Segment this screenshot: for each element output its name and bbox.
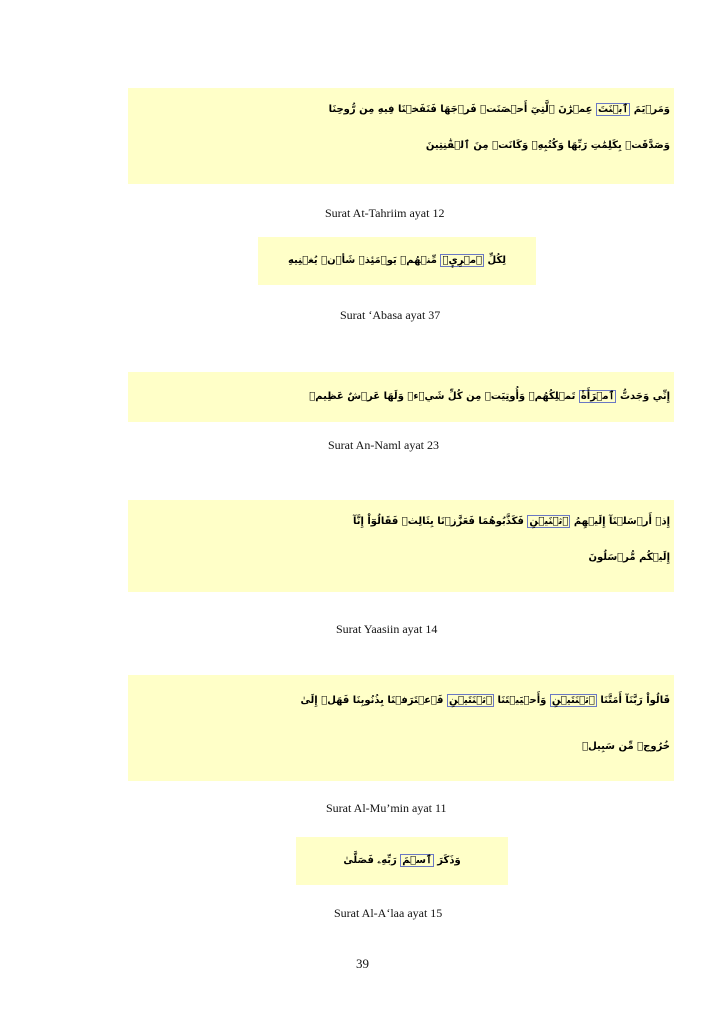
verse-line <box>128 729 674 765</box>
verse-block-mumin-11 <box>128 675 674 781</box>
verse-text: وَمَرۡيَمَ <box>630 104 670 115</box>
verse-text: وَأَحۡيَيۡتَنَا <box>493 695 550 706</box>
verse-block-naml-23 <box>128 372 674 422</box>
surah-caption: Surat Al-Mu’min ayat 11 <box>326 801 447 815</box>
verse-line <box>128 683 674 719</box>
verse-text: وَذَكَرَ <box>433 855 461 866</box>
verse-text: عِمۡرَٰنَ ٱلَّتِيٓ أَحۡصَنَتۡ فَرۡجَهَا فَنَفَخۡنَا فِيهِ مِن رُّوحِنَا <box>328 104 596 115</box>
verse-block-tahriim-12 <box>128 88 674 184</box>
surah-caption: Surat Al-A‘laa ayat 15 <box>334 906 443 920</box>
verse-text: قَالُواْ رَبَّنَآ أَمَتَّنَا <box>596 695 670 706</box>
surah-caption: Surat At-Tahriim ayat 12 <box>325 206 445 220</box>
verse-text: تَمۡلِكُهُمۡ وَأُوتِيَتۡ مِن كُلِّ شَيۡءٖ وَلَهَا عَرۡشٌ عَظِيمٞ <box>309 391 579 402</box>
verse-line <box>128 128 674 164</box>
verse-block-alaa-15 <box>296 837 508 885</box>
highlighted-word: ٱثۡنَتَيۡنِ <box>551 695 595 706</box>
highlighted-word: ٱثۡنَيۡنِ <box>529 516 569 527</box>
verse-text: وَصَدَّقَتۡ بِكَلِمَٰتِ رَبِّهَا وَكُتُبِهِۦ وَكَانَتۡ مِنَ ٱلۡقَٰنِتِينَ <box>425 140 670 151</box>
verse-line <box>128 504 674 540</box>
verse-line <box>128 92 674 128</box>
verse-text: خُرُوجٖ مِّن سَبِيلٖ <box>582 741 670 752</box>
verse-text: فَٱعۡتَرَفۡنَا بِذُنُوبِنَا فَهَلۡ إِلَىٰ <box>300 695 447 706</box>
highlighted-word: ٱثۡنَتَيۡنِ <box>448 695 492 706</box>
verse-block-yaasiin-14 <box>128 500 674 592</box>
verse-text: إِلَيۡكُم مُّرۡسَلُونَ <box>588 552 670 563</box>
verse-text: إِنِّي وَجَدتُّ <box>616 391 670 402</box>
page-number: 39 <box>356 956 369 971</box>
verse-text: لِكُلِّ <box>484 255 507 266</box>
verse-line <box>258 243 536 279</box>
verse-line <box>296 843 508 879</box>
verse-line <box>128 379 674 415</box>
surah-caption: Surat ‘Abasa ayat 37 <box>340 308 441 322</box>
highlighted-word: ٱمۡرَأَةٗ <box>580 391 615 402</box>
verse-line <box>128 540 674 576</box>
highlighted-word: ٱسۡمَ <box>402 855 432 866</box>
surah-caption: Surat An-Naml ayat 23 <box>328 438 439 452</box>
verse-block-abasa-37 <box>258 237 536 285</box>
verse-text: رَبِّهِۦ فَصَلَّىٰ <box>343 855 401 866</box>
surah-caption: Surat Yaasiin ayat 14 <box>336 622 438 636</box>
verse-text: مِّنۡهُمۡ يَوۡمَئِذٖ شَأۡنٞ يُغۡنِيهِ <box>287 255 441 266</box>
verse-text: فَكَذَّبُوهُمَا فَعَزَّزۡنَا بِثَالِثٖ فَقَالُوٓاْ إِنَّآ <box>352 516 528 527</box>
highlighted-word: ٱمۡرِيٕٖ <box>442 255 483 266</box>
verse-text: إِذۡ أَرۡسَلۡنَآ إِلَيۡهِمُ <box>570 516 670 527</box>
highlighted-word: ٱبۡنَتَ <box>597 104 629 115</box>
